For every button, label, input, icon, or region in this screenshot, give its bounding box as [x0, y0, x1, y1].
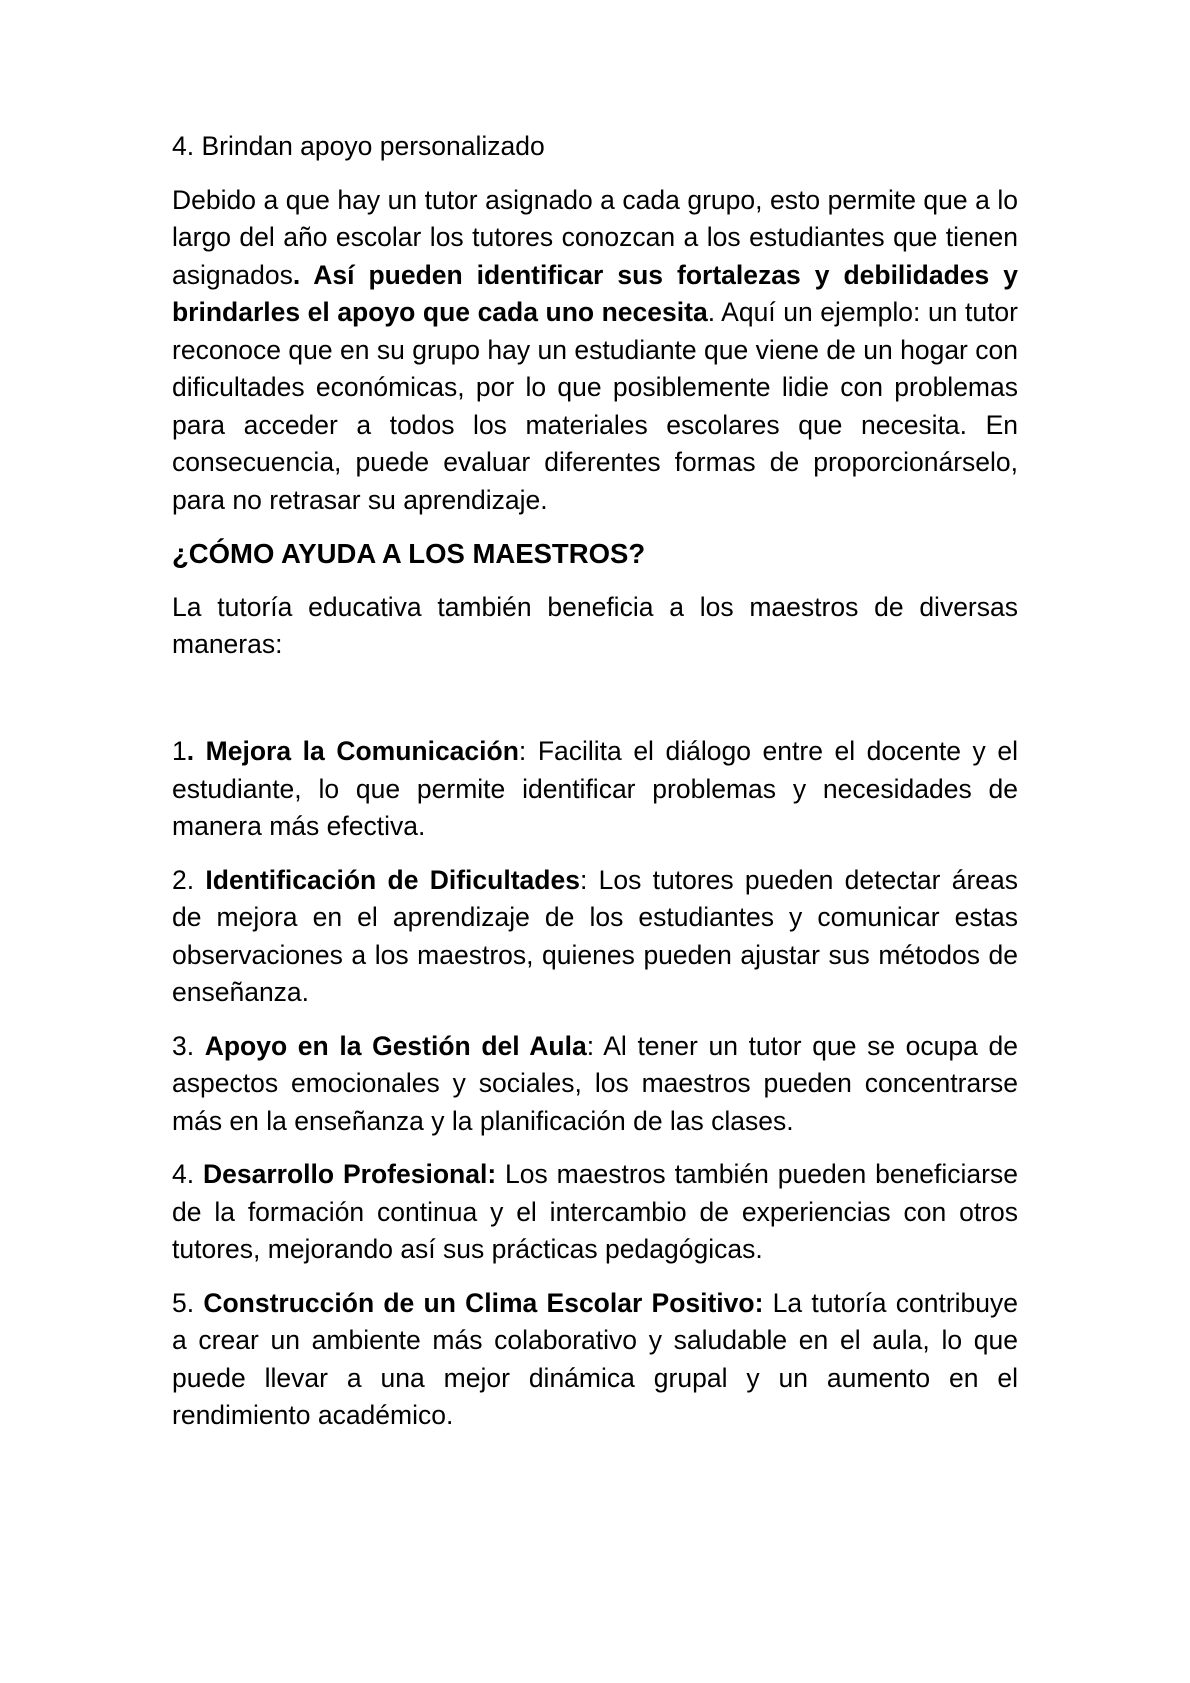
- text-run: : Al tener un tutor que se ocupa de aspectos emocionales y sociales, los maestros pueden concentrarse más en la enseñanza y la planificación de las clases.: [172, 1030, 1018, 1136]
- numbered-item-2-identificacion-dificultades: [172, 862, 1018, 1012]
- text-run: Construcción de un Clima Escolar Positivo:: [203, 1287, 764, 1318]
- numbered-item-3-apoyo-gestion-aula: [172, 1028, 1018, 1141]
- paragraph-apoyo-personalizado: [172, 182, 1018, 520]
- text-run: 2.: [172, 864, 206, 895]
- text-run: 5.: [172, 1287, 204, 1318]
- text-run: Desarrollo Profesional:: [203, 1159, 497, 1189]
- text-run: 4.: [172, 1159, 204, 1189]
- list-item-heading-4: [172, 128, 1018, 166]
- text-run: La tutoría contribuye a crear un ambiente más colaborativo y saludable en el aula, lo que puede llevar a una mejor dinámica grupal y un aumento en el rendimiento académico.: [172, 1287, 1018, 1430]
- text-run: La tutoría educativa también beneficia a los maestros de diversas maneras:: [172, 591, 1018, 659]
- text-run: ¿CÓMO AYUDA A LOS MAESTROS?: [172, 538, 646, 569]
- text-run: . Aquí un ejemplo: un tutor reconoce que en su grupo hay un estudiante que viene de un hogar con dificultades económicas, por lo que posiblemente lidie con problemas para acceder a todos los materiales escolares que necesita. En consecuencia, puede evaluar diferentes formas de proporcionárselo, para no retrasar su aprendizaje.: [172, 297, 1018, 515]
- text-run: Debido a que hay un tutor asignado a cada grupo, esto permite que a lo largo del año escolar los tutores conozcan a los estudiantes que tienen asignados: [172, 184, 1018, 290]
- document-body: [172, 128, 1018, 1451]
- text-run: 1: [172, 736, 187, 766]
- text-run: Los maestros también pueden beneficiarse de la formación continua y el intercambio de experiencias con otros tutores, mejorando así sus prácticas pedagógicas.: [172, 1159, 1018, 1264]
- section-heading-como-ayuda-maestros: [172, 535, 1018, 573]
- text-run: . Mejora la Comunicación: [186, 736, 519, 766]
- text-run: Apoyo en la Gestión del Aula: [204, 1030, 587, 1061]
- empty-paragraph: [172, 680, 1018, 718]
- paragraph-intro-maestros: [172, 589, 1018, 664]
- numbered-item-5-clima-escolar-positivo: [172, 1285, 1018, 1435]
- text-run: . Así pueden identificar sus fortalezas y debilidades y brindarles el apoyo que cada uno necesita: [172, 259, 1018, 327]
- numbered-item-1-mejora-comunicacion: [172, 733, 1018, 846]
- text-run: Identificación de Dificultades: [205, 864, 580, 895]
- numbered-item-4-desarrollo-profesional: [172, 1156, 1018, 1269]
- text-run: : Facilita el diálogo entre el docente y el estudiante, lo que permite identificar problemas y necesidades de manera más efectiva.: [172, 736, 1018, 841]
- text-run: 3.: [172, 1030, 205, 1061]
- text-run: : Los tutores pueden detectar áreas de mejora en el aprendizaje de los estudiantes y comunicar estas observaciones a los maestros, quienes pueden ajustar sus métodos de enseñanza.: [172, 864, 1018, 1007]
- text-run: 4. Brindan apoyo personalizado: [172, 131, 545, 161]
